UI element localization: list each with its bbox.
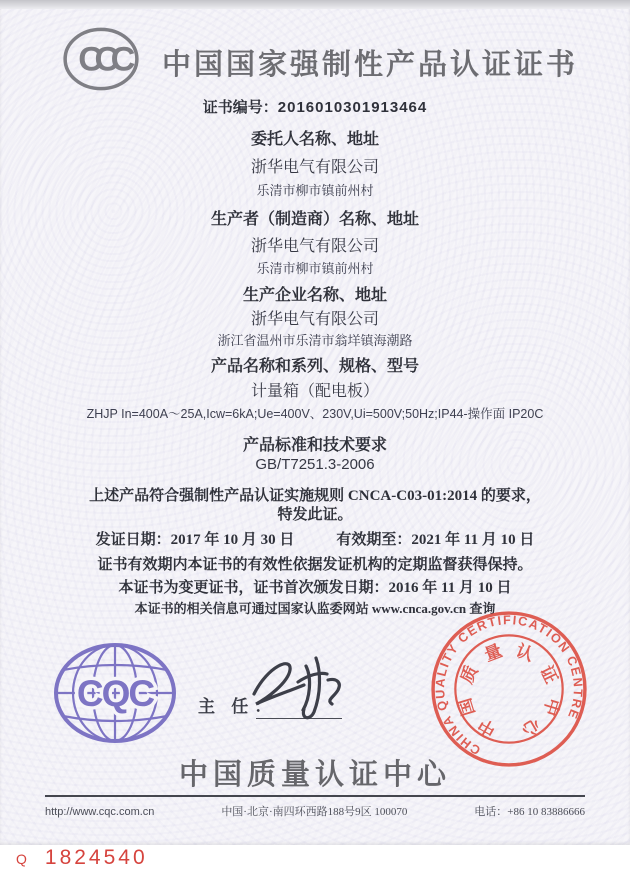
statement-line2: 特发此证。	[277, 507, 353, 523]
manufacturer-address: 乐清市柳市镇前州村	[256, 261, 374, 276]
certificate-number-row	[0, 96, 630, 117]
certificate-title: 中国国家强制性产品认证证书	[161, 49, 578, 81]
issue-date: 发证日期：2017 年 10 月 30 日	[95, 532, 295, 548]
ccc-letters: CCC	[78, 40, 127, 79]
change-note: 本证书为变更证书，证书首次颁发日期：2016 年 11 月 10 日	[118, 580, 512, 596]
applicant-address: 乐清市柳市镇前州村	[256, 183, 374, 198]
stamp-cn-char: 量	[481, 641, 505, 666]
stamp-cn-char: 中	[474, 714, 500, 740]
info-note: 本证书的相关信息可通过国家认监委网站 www.cnca.gov.cn 查询	[134, 601, 496, 616]
manufacturer-label: 生产者（制造商）名称、地址	[210, 211, 419, 228]
footer-phone: 电话：+86 10 83886666	[474, 806, 585, 818]
validity-note: 证书有效期内本证书的有效性依据发证机构的定期监督获得保持。	[97, 557, 533, 573]
stamp-english-text: CHINA QUALITY CERTIFICATION CENTRE	[433, 613, 586, 758]
factory-name: 浙华电气有限公司	[250, 311, 379, 328]
product-name: 计量箱（配电板）	[250, 383, 379, 400]
expiry-date: 有效期至：2021 年 11 月 10 日	[336, 532, 535, 548]
applicant-name: 浙华电气有限公司	[250, 159, 379, 176]
stamp-cn-char: 质	[457, 662, 482, 687]
serial-number	[16, 846, 148, 870]
serial-prefix: Q	[16, 851, 27, 867]
certificate-number-value: 2016010301913464	[277, 99, 428, 116]
stamp-cn-char: 认	[513, 641, 537, 666]
product-label: 产品名称和系列、规格、型号	[210, 358, 419, 375]
standard-label: 产品标准和技术要求	[242, 437, 387, 454]
stamp-cn-char: 心	[518, 714, 544, 740]
org-name: 中国质量认证中心	[178, 759, 451, 791]
cqc-stamp	[428, 608, 590, 770]
director-label: 主 任：	[198, 697, 278, 716]
stamp-cn-char: 国	[455, 695, 479, 718]
cqc-logo-icon	[52, 640, 178, 746]
dates-row	[0, 528, 630, 549]
factory-address: 浙江省温州市乐清市翁垟镇海潮路	[217, 333, 413, 348]
footer-divider	[45, 795, 585, 797]
stamp-cn-char: 证	[536, 662, 561, 687]
footer-address: 中国·北京·南四环西路188号9区 100070	[221, 806, 408, 818]
footer-row	[45, 803, 585, 819]
standard-value: GB/T7251.3-2006	[255, 456, 375, 473]
product-spec: ZHJP In=400A～25A,Icw=6kA;Ue=400V、230V,Ui=500V;50Hz;IP44-操作面 IP20C	[86, 407, 544, 421]
certificate-number-label: 证书编号：	[202, 100, 278, 116]
manufacturer-name: 浙华电气有限公司	[250, 238, 379, 255]
serial-value: 1824540	[44, 846, 148, 869]
stamp-cn-char: 中	[539, 695, 563, 718]
director-signature	[248, 650, 366, 724]
footer-website: http://www.cqc.com.cn	[45, 806, 155, 818]
statement-line1: 上述产品符合强制性产品认证实施规则 CNCA-C03-01:2014 的要求，	[89, 488, 541, 504]
applicant-label: 委托人名称、地址	[250, 131, 379, 148]
cqc-letters: CQC	[76, 673, 154, 714]
factory-label: 生产企业名称、地址	[242, 287, 387, 304]
